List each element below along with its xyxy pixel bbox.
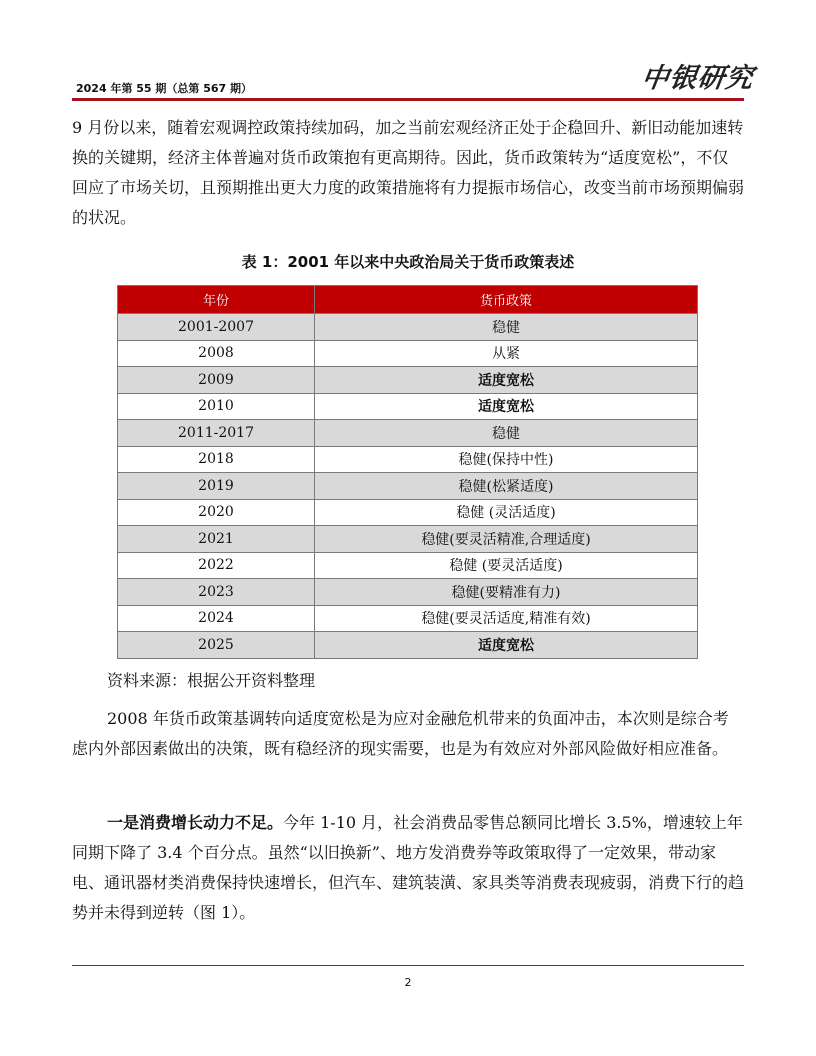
footer-divider [72, 965, 744, 966]
table-row [118, 314, 698, 341]
year-cell: 2024 [118, 605, 315, 632]
table-header-row [118, 286, 698, 314]
table-row [118, 340, 698, 367]
table-row [118, 499, 698, 526]
paragraph-1-text: 9 月份以来，随着宏观调控政策持续加码，加之当前宏观经济正处于企稳回升、新旧动能加速转换的关键期，经济主体普遍对货币政策抱有更高期待。因此，货币政策转为“适度宽松”，不仅回应了市场关切，且预期推出更大力度的政策措施将有力提振市场信心，改变当前市场预期偏弱的状况。 [72, 118, 745, 227]
policy-cell: 稳健(要灵活适度,精准有效) [315, 605, 698, 632]
paragraph-2 [72, 704, 744, 764]
policy-table [117, 285, 698, 659]
policy-cell: 稳健(要精准有力) [315, 579, 698, 606]
table-source-note: 资料来源：根据公开资料整理 [107, 671, 316, 690]
table-row [118, 605, 698, 632]
table-row [118, 552, 698, 579]
policy-cell: 稳健 (要灵活适度) [315, 552, 698, 579]
table-title: 表 1：2001 年以来中央政治局关于货币政策表述 [241, 253, 575, 271]
policy-cell: 稳健 [315, 420, 698, 447]
policy-cell: 从紧 [315, 340, 698, 367]
year-cell: 2018 [118, 446, 315, 473]
year-cell: 2019 [118, 473, 315, 500]
year-cell: 2001-2007 [118, 314, 315, 341]
policy-cell: 适度宽松 [315, 632, 698, 659]
table-row [118, 367, 698, 394]
paragraph-3-text [72, 808, 744, 928]
column-header-policy: 货币政策 [315, 286, 698, 314]
table-row [118, 526, 698, 553]
table-row [118, 473, 698, 500]
column-header-year: 年份 [118, 286, 315, 314]
policy-cell: 适度宽松 [315, 393, 698, 420]
table-row [118, 632, 698, 659]
paragraph-3-body: 今年 1-10 月，社会消费品零售总额同比增长 3.5%，增速较上年同期下降了 3.4 个百分点。虽然“以旧换新”、地方发消费券等政策取得了一定效果，带动家电、通讯器材类消费保持快速增长，但汽车、建筑装潢、家具类等消费表现疲弱，消费下行的趋势并未得到逆转（图 1）。 [72, 813, 745, 922]
policy-cell: 稳健(松紧适度) [315, 473, 698, 500]
paragraph-2-text: 2008 年货币政策基调转向适度宽松是为应对金融危机带来的负面冲击，本次则是综合考虑内外部因素做出的决策，既有稳经济的现实需要，也是为有效应对外部风险做好相应准备。 [72, 709, 729, 758]
policy-cell: 稳健(要灵活精准,合理适度) [315, 526, 698, 553]
page-number: 2 [404, 976, 412, 989]
year-cell: 2025 [118, 632, 315, 659]
issue-label: 2024 年第 55 期（总第 567 期） [76, 82, 253, 95]
table-row [118, 579, 698, 606]
table-row [118, 393, 698, 420]
policy-cell: 稳健 (灵活适度) [315, 499, 698, 526]
year-cell: 2023 [118, 579, 315, 606]
year-cell: 2009 [118, 367, 315, 394]
year-cell: 2011-2017 [118, 420, 315, 447]
paragraph-3 [72, 808, 744, 928]
brand-logo: 中银研究 [639, 63, 756, 94]
table-row [118, 420, 698, 447]
table-row [118, 446, 698, 473]
year-cell: 2021 [118, 526, 315, 553]
year-cell: 2022 [118, 552, 315, 579]
header-divider [72, 98, 744, 101]
policy-cell: 稳健 [315, 314, 698, 341]
policy-cell: 适度宽松 [315, 367, 698, 394]
paragraph-3-lead: 一是消费增长动力不足。 [107, 813, 284, 832]
policy-cell: 稳健(保持中性) [315, 446, 698, 473]
year-cell: 2010 [118, 393, 315, 420]
paragraph-1 [72, 113, 744, 233]
year-cell: 2008 [118, 340, 315, 367]
year-cell: 2020 [118, 499, 315, 526]
